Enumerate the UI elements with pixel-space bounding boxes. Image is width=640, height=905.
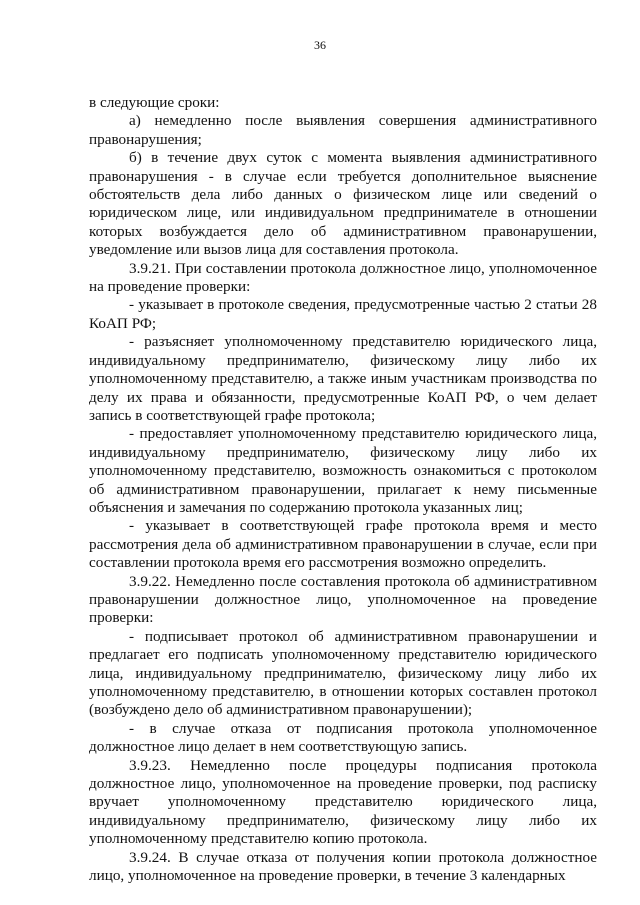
paragraph-bullet-6: - в случае отказа от подписания протокола уполномоченное должностное лицо делает в нем соответствующую запись. <box>89 719 597 756</box>
paragraph-item-b: б) в течение двух суток с момента выявления административного правонарушения - в случае если требуется дополнительное выяснение обстоятельств дела либо данных о физическом лице или сведений о юридическом лице, или индивидуальном предпринимателе в отношении которых возбуждается дело об административном правонарушении, уведомление или вызов лица для составления протокола. <box>89 149 597 259</box>
paragraph-3-9-22: 3.9.22. Немедленно после составления протокола об административном правонарушении должностное лицо, уполномоченное на проведение проверки: <box>89 572 597 627</box>
page-number: 36 <box>314 38 326 52</box>
paragraph-bullet-4: - указывает в соответствующей графе протокола время и место рассмотрения дела об административном правонарушении в случае, если при составлении протокола время его рассмотрения возможно определить. <box>89 517 597 572</box>
paragraph-3-9-23: 3.9.23. Немедленно после процедуры подписания протокола должностное лицо, уполномоченное на проведение проверки, под расписку вручает уполномоченному представителю юридического лица, индивидуальному предпринимателю, физическому лицу либо их уполномоченному представителю копию протокола. <box>89 756 597 848</box>
paragraph-lead-in: в следующие сроки: <box>89 94 220 111</box>
paragraph-bullet-5: - подписывает протокол об административном правонарушении и предлагает его подписать уполномоченному представителю юридического лица, индивидуальному предпринимателю, физическому лицу либо их уполномоченному представителю, в отношении которых составлен протокол (возбуждено дело об административном правонарушении); <box>89 627 597 719</box>
paragraph-3-9-21: 3.9.21. При составлении протокола должностное лицо, уполномоченное на проведение проверки: <box>89 259 597 296</box>
paragraph-bullet-3: - предоставляет уполномоченному представителю юридического лица, индивидуальному предпринимателю, физическому лицу либо их уполномоченному представителю, возможность ознакомиться с протоколом об административном правонарушении, прилагает к нему письменные объяснения и замечания по содержанию протокола указанных лиц; <box>89 425 597 516</box>
document-body <box>89 94 597 885</box>
paragraph-3-9-24: 3.9.24. В случае отказа от получения копии протокола должностное лицо, уполномоченное на проведение проверки, в течение 3 календарных <box>89 848 597 885</box>
paragraph-bullet-1: - указывает в протоколе сведения, предусмотренные частью 2 статьи 28 КоАП РФ; <box>89 296 597 332</box>
paragraph-item-a: а) немедленно после выявления совершения административного правонарушения; <box>89 112 597 148</box>
paragraph-bullet-2: - разъясняет уполномоченному представителю юридического лица, индивидуальному предпринимателю, физическому лицу либо их уполномоченному представителю, а также иным участникам производства по делу их права и обязанности, предусмотренные КоАП РФ, о чем делает запись в соответствующей графе протокола; <box>89 333 597 424</box>
